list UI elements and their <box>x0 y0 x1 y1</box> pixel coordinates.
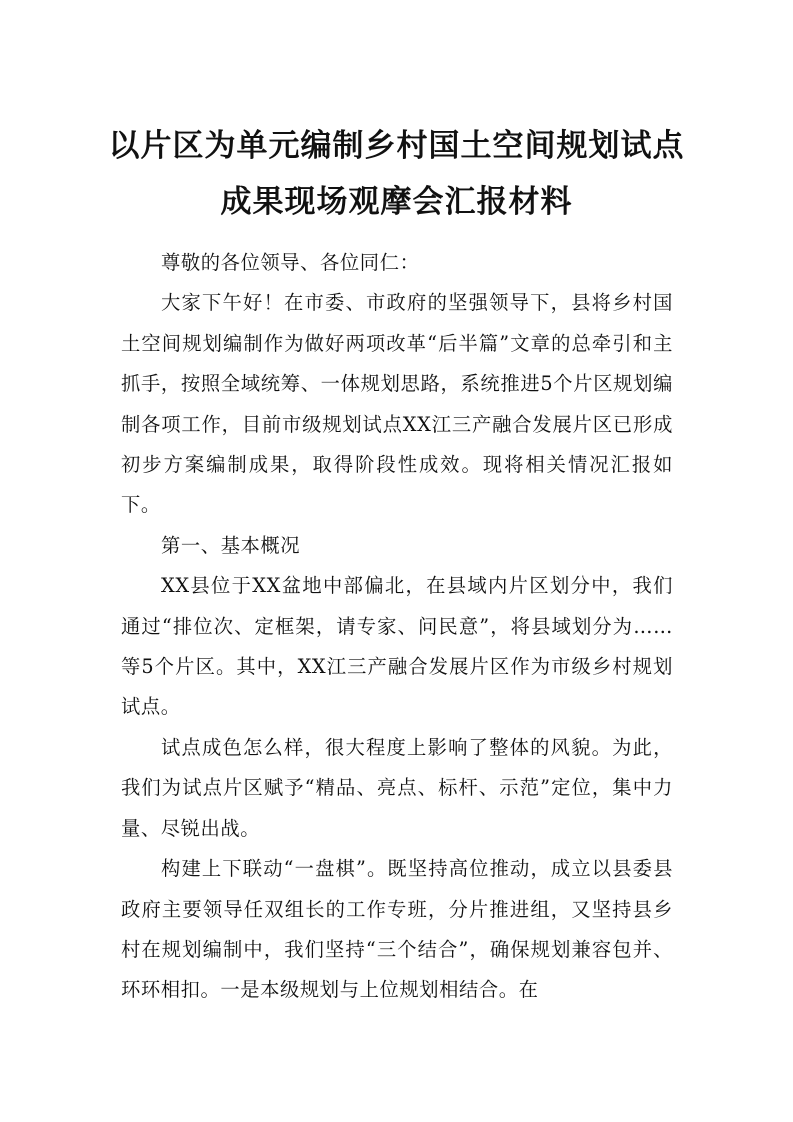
coordination-paragraph: 构建上下联动“一盘棋”。既坚持高位推动，成立以县委县政府主要领导任双组长的工作专班，分片推进组，又坚持县乡村在规划编制中，我们坚持“三个结合”，确保规划兼容包并、环环相扣。一是本级规划与上位规划相结合。在 <box>121 857 673 1002</box>
section-heading: 第一、基本概况 <box>161 533 301 557</box>
intro-paragraph: 大家下午好！在市委、市政府的坚强领导下，县将乡村国土空间规划编制作为做好两项改革“后半篇”文章的总牵引和主抓手，按照全域统筹、一体规划思路，系统推进5个片区规划编制各项工作，目前市级规划试点XX江三产融合发展片区已形成初步方案编制成果，取得阶段性成效。现将相关情况汇报如下。 <box>121 291 673 517</box>
overview-paragraph: XX县位于XX盆地中部偏北，在县域内片区划分中，我们通过“排位次、定框架，请专家、问民意”，将县域划分为……等5个片区。其中，XX江三产融合发展片区作为市级乡村规划试点。 <box>121 574 673 719</box>
title-line-1: 以片区为单元编制乡村国土空间规划试点 <box>108 128 685 164</box>
salutation: 尊敬的各位领导、各位同仁： <box>161 251 420 274</box>
document-title <box>90 118 703 230</box>
title-line-2: 成果现场观摩会汇报材料 <box>220 184 573 220</box>
positioning-paragraph: 试点成色怎么样，很大程度上影响了整体的风貌。为此，我们为试点片区赋予“精品、亮点、标杆、示范”定位，集中力量、尽锐出战。 <box>121 735 673 840</box>
document-body <box>121 243 673 1011</box>
